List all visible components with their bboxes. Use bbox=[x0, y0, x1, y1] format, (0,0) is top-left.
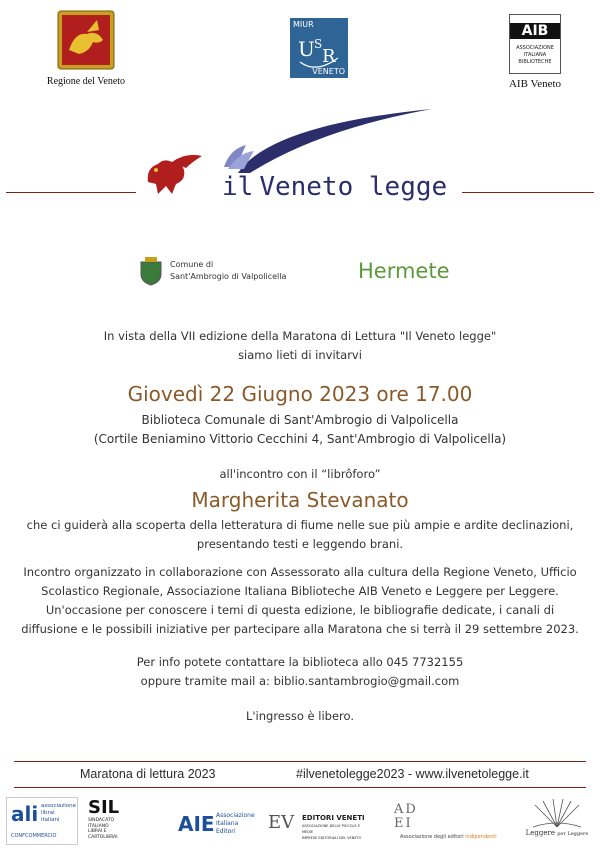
sil-mark: SIL bbox=[88, 797, 120, 818]
lpl-t2: per Leggere bbox=[557, 831, 589, 837]
aie-t1: Associazione bbox=[216, 812, 255, 819]
event-date: Giovedì 22 Giugno 2023 ore 17.00 bbox=[127, 382, 473, 406]
guest-description bbox=[0, 516, 600, 554]
footer-rule-top bbox=[14, 761, 586, 762]
aib-mark bbox=[509, 14, 561, 74]
venue-line2: (Cortile Beniamino Vittorio Cecchini 4, Sant'Ambrogio di Valpolicella) bbox=[93, 432, 507, 446]
ali-t2: librai bbox=[41, 810, 55, 816]
miur-usr-logo bbox=[290, 18, 348, 78]
ali-mark: ali bbox=[11, 802, 39, 826]
guest-name: Margherita Stevanato bbox=[191, 488, 409, 512]
comune-crest-icon bbox=[137, 256, 165, 286]
sil-t2: ITALIANO bbox=[88, 823, 109, 829]
ev-t1: EDITORI VENETI bbox=[302, 814, 365, 822]
venue-block bbox=[0, 411, 600, 449]
miur-label: MIUR bbox=[293, 20, 314, 29]
comune-label bbox=[170, 259, 286, 283]
sil-text bbox=[88, 818, 144, 840]
veneto-label: VENETO bbox=[312, 67, 345, 76]
lpl-t1: Leggere bbox=[525, 829, 555, 837]
regione-veneto-logo bbox=[36, 10, 136, 87]
guest-intro: all'incontro con il “librôforo” bbox=[219, 467, 381, 481]
adei-t1: Associazione degli editori bbox=[400, 834, 464, 840]
hermete-text: Hermete bbox=[358, 259, 450, 283]
comune-line2: Sant'Ambrogio di Valpolicella bbox=[170, 272, 287, 281]
svg-text:R: R bbox=[322, 46, 336, 67]
book-fan-icon bbox=[527, 797, 587, 829]
aib-text: ASSOCIAZIONE ITALIANA BIBLIOTECHE bbox=[516, 45, 554, 65]
footer-rule-bottom bbox=[14, 787, 586, 788]
ali-t3: italiani bbox=[41, 817, 60, 823]
invite-line1: In vista della VII edizione della Maratona di Lettura "Il Veneto legge" bbox=[103, 329, 497, 343]
banner-rule-left bbox=[6, 192, 136, 193]
aie-mark: AIE bbox=[178, 812, 215, 836]
aie-text bbox=[216, 812, 255, 836]
adei-text bbox=[400, 834, 497, 840]
ali-logo bbox=[6, 797, 78, 845]
winged-lion-icon bbox=[142, 150, 212, 196]
sil-logo bbox=[88, 797, 144, 843]
ali-sub: CONFCOMMERCIO bbox=[11, 833, 57, 839]
ev-mark: EV bbox=[268, 812, 295, 833]
ali-text bbox=[41, 803, 76, 824]
aie-logo bbox=[178, 812, 260, 838]
ev-t3: IMPRESE EDITORIALI DEL VENETO bbox=[302, 836, 362, 840]
collab-line4: diffusione e le possibili iniziative per partecipare alla Maratona che si terrà il 29 settembre 2023. bbox=[21, 622, 579, 636]
adei-mark: ADEI bbox=[394, 802, 418, 831]
adei-t2: indipendenti bbox=[465, 834, 497, 840]
regione-caption: Regione del Veneto bbox=[46, 76, 126, 87]
svg-text:S: S bbox=[314, 37, 323, 51]
editori-veneti-logo bbox=[268, 812, 368, 838]
ev-text bbox=[302, 814, 368, 841]
aib-letters: AIB bbox=[510, 23, 560, 39]
title-main: Veneto legge bbox=[259, 172, 448, 202]
collab-line2: Scolastico Regionale, Associazione Italiana Biblioteche AIB Veneto e Leggere per Leggere. bbox=[41, 584, 559, 598]
adei-logo bbox=[394, 802, 497, 843]
info-line2-text: oppure tramite mail a: biblio.santambrogio@gmail.com bbox=[140, 674, 460, 688]
guest-desc2: presentando testi e leggendo brani. bbox=[196, 537, 404, 551]
banner-rule-right bbox=[462, 192, 594, 193]
info-line2 bbox=[0, 672, 600, 691]
invite-block bbox=[0, 327, 600, 365]
hermete-logo bbox=[358, 258, 468, 284]
sil-t3: LIBRAI E bbox=[88, 829, 107, 834]
title-prefix: il bbox=[222, 172, 254, 202]
comune-line1: Comune di bbox=[170, 260, 214, 269]
lpl-text bbox=[520, 829, 594, 837]
aie-t3: Editori bbox=[216, 828, 236, 835]
invite-line2: siamo lieti di invitarvi bbox=[238, 348, 362, 362]
aib-caption: AIB Veneto bbox=[508, 78, 562, 90]
aie-t2: Italiana bbox=[216, 820, 239, 827]
svg-text:U: U bbox=[298, 37, 315, 61]
lion-crest-icon bbox=[57, 10, 115, 70]
collab-line1: Incontro organizzato in collaborazione con Assessorato alla cultura della Regione Veneto, Ufficio bbox=[23, 565, 577, 579]
ev-t2: ASSOCIAZIONE DELLE PICCOLE E MEDIE bbox=[302, 824, 360, 834]
aib-veneto-logo bbox=[498, 14, 572, 90]
venue-line1: Biblioteca Comunale di Sant'Ambrogio di Valpolicella bbox=[141, 413, 459, 427]
collab-block bbox=[0, 563, 600, 639]
sil-t1: SINDACATO bbox=[88, 818, 115, 823]
book-swoosh-icon bbox=[210, 105, 440, 175]
closing-text: L'ingresso è libero. bbox=[245, 709, 355, 723]
info-block bbox=[0, 653, 600, 691]
sil-t4: CARTOLIBRAI bbox=[88, 834, 118, 840]
guest-desc1: che ci guiderà alla scoperta della letteratura di fiume nelle sue più ampie e ardite declinazioni, bbox=[26, 518, 574, 532]
leggere-per-leggere-logo bbox=[520, 797, 594, 843]
footer-left: Maratona di lettura 2023 bbox=[80, 767, 216, 781]
footer-right: #ilvenetolegge2023 - www.ilvenetolegge.it bbox=[296, 767, 529, 781]
info-line1: Per info potete contattare la biblioteca allo 045 7732155 bbox=[136, 655, 464, 669]
banner-title bbox=[222, 172, 447, 202]
collab-line3: Un'occasione per conoscere i temi di questa edizione, le bibliografie dedicate, i canali di bbox=[45, 603, 555, 617]
ali-t1: associazione bbox=[41, 803, 77, 809]
